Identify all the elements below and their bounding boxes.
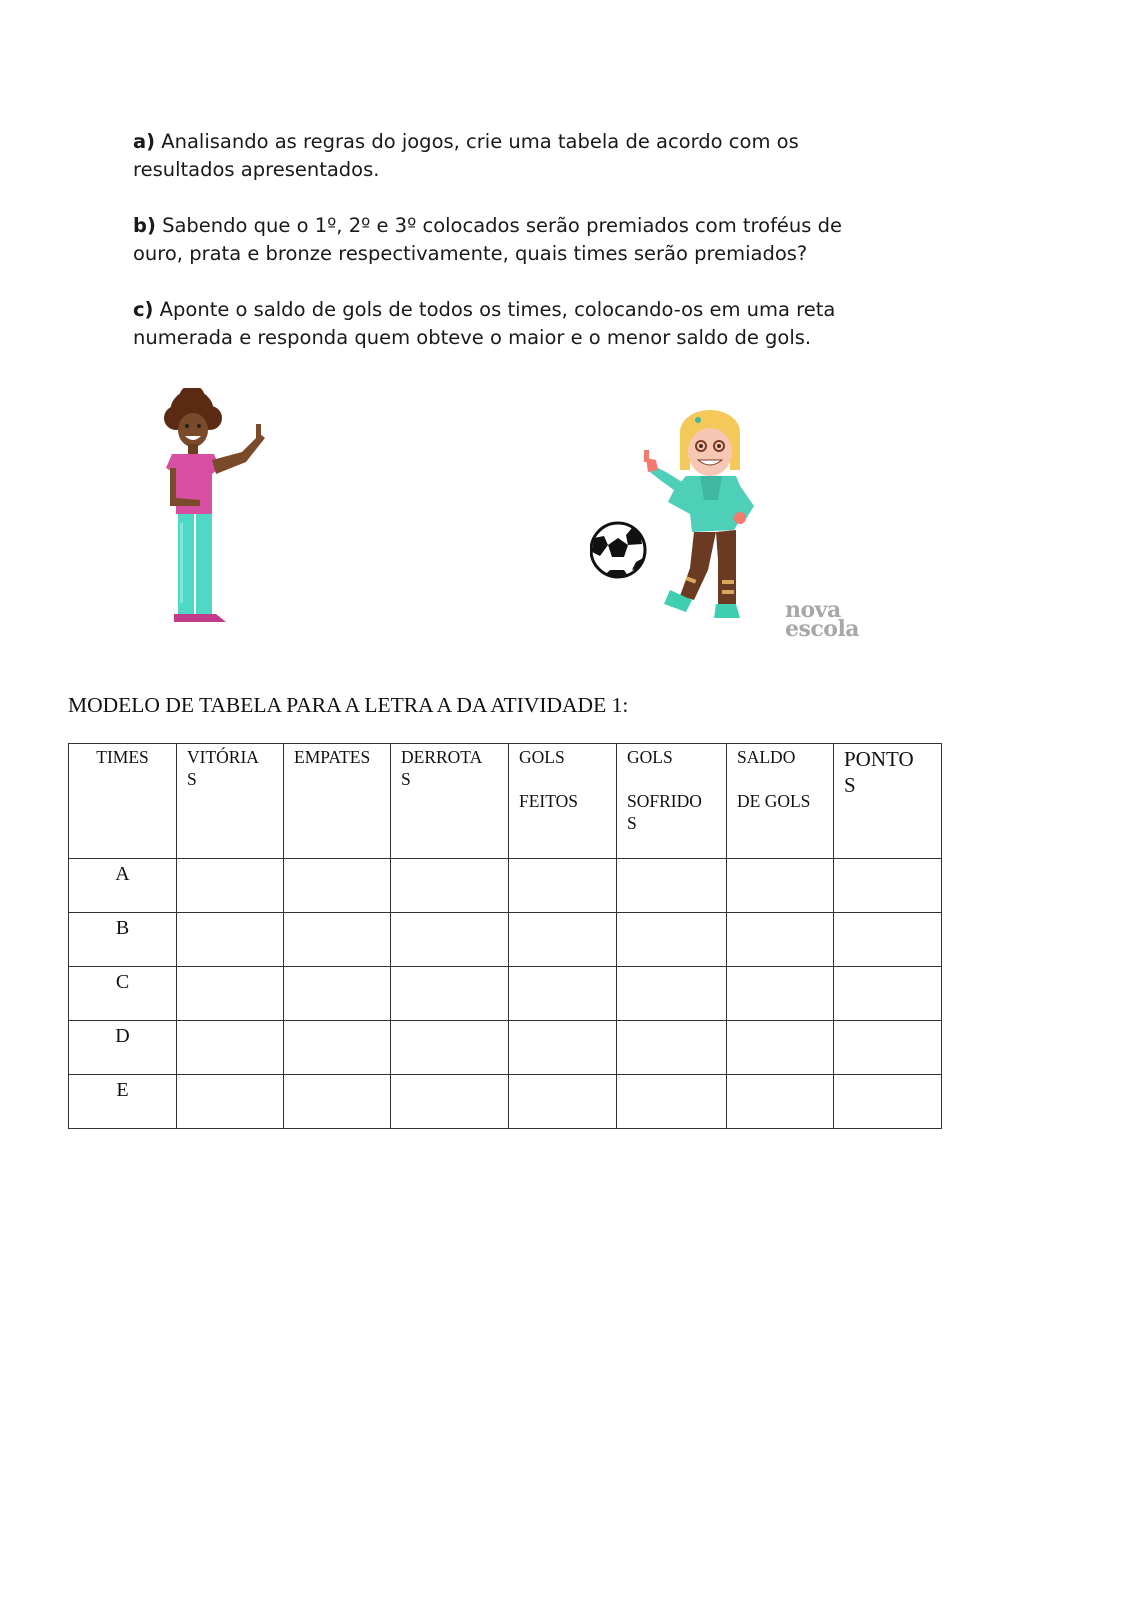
table-cell <box>177 859 284 913</box>
table-cell <box>834 859 942 913</box>
question-a-text: Analisando as regras do jogos, crie uma tabela de acordo com os resultados apresentados. <box>133 130 799 181</box>
table-cell <box>509 967 617 1021</box>
header-pontos-line2: S <box>844 773 856 797</box>
table-cell <box>834 1021 942 1075</box>
table-row <box>69 1075 942 1129</box>
header-gols-sofridos-line2: SOFRIDO <box>627 791 702 811</box>
header-gols-sofridos-line3: S <box>627 813 637 833</box>
nova-escola-logo <box>785 597 860 642</box>
table-cell <box>727 859 834 913</box>
table-cell <box>284 913 391 967</box>
table-cell <box>391 859 509 913</box>
question-c <box>133 296 853 352</box>
table-cell <box>391 1021 509 1075</box>
table-row <box>69 913 942 967</box>
header-derrotas-line1: DERROTA <box>401 747 483 767</box>
table-cell <box>391 913 509 967</box>
header-times-text: TIMES <box>96 747 149 767</box>
table-cell <box>284 967 391 1021</box>
table-cell <box>727 1021 834 1075</box>
table-cell <box>509 1075 617 1129</box>
logo-line-2: escola <box>785 616 860 642</box>
header-saldo-line2: DE GOLS <box>737 791 811 811</box>
header-pontos-line1: PONTO <box>844 747 914 771</box>
soccer-ball-icon <box>591 523 645 577</box>
team-cell: C <box>69 967 177 1021</box>
header-saldo <box>727 744 834 859</box>
table-row <box>69 859 942 913</box>
header-times <box>69 744 177 859</box>
table-cell <box>509 859 617 913</box>
questions-section <box>133 128 853 380</box>
header-vitorias-line2: S <box>187 769 197 789</box>
table-cell <box>617 1021 727 1075</box>
table-row <box>69 1021 942 1075</box>
boy-kicking-ball-illustration <box>590 410 780 635</box>
table-row <box>69 967 942 1021</box>
header-gols-feitos-line1: GOLS <box>519 747 565 767</box>
table-cell <box>617 1075 727 1129</box>
table-cell <box>617 859 727 913</box>
header-derrotas <box>391 744 509 859</box>
table-cell <box>391 967 509 1021</box>
table-cell <box>284 1075 391 1129</box>
logo-line-1: nova <box>785 597 841 623</box>
table-cell <box>727 1075 834 1129</box>
header-empates-text: EMPATES <box>294 747 371 767</box>
table-cell <box>834 913 942 967</box>
table-cell <box>727 913 834 967</box>
table-cell <box>391 1075 509 1129</box>
table-cell <box>284 1021 391 1075</box>
header-empates <box>284 744 391 859</box>
team-cell: E <box>69 1075 177 1129</box>
table-cell <box>509 913 617 967</box>
table-cell <box>834 1075 942 1129</box>
table-cell <box>177 1075 284 1129</box>
table-header-row <box>69 744 942 859</box>
header-gols-feitos <box>509 744 617 859</box>
table-cell <box>727 967 834 1021</box>
question-b <box>133 212 853 268</box>
header-pontos <box>834 744 942 859</box>
team-cell: B <box>69 913 177 967</box>
team-cell: D <box>69 1021 177 1075</box>
question-b-letter: b) <box>133 214 156 237</box>
table-cell <box>177 967 284 1021</box>
header-gols-feitos-line2: FEITOS <box>519 791 578 811</box>
girl-pointing-illustration <box>150 388 280 638</box>
question-a <box>133 128 853 184</box>
header-gols-sofridos-line1: GOLS <box>627 747 673 767</box>
header-gols-sofridos <box>617 744 727 859</box>
table-cell <box>177 1021 284 1075</box>
question-a-letter: a) <box>133 130 156 153</box>
table-cell <box>177 913 284 967</box>
standings-table <box>68 743 942 1129</box>
header-derrotas-line2: S <box>401 769 411 789</box>
team-cell: A <box>69 859 177 913</box>
model-table-title: MODELO DE TABELA PARA A LETRA A DA ATIVIDADE 1: <box>68 693 629 717</box>
table-cell <box>617 913 727 967</box>
header-saldo-line1: SALDO <box>737 747 796 767</box>
table-cell <box>509 1021 617 1075</box>
question-c-letter: c) <box>133 298 154 321</box>
table-cell <box>284 859 391 913</box>
table-cell <box>834 967 942 1021</box>
header-vitorias-line1: VITÓRIA <box>187 747 259 767</box>
table-cell <box>617 967 727 1021</box>
header-vitorias <box>177 744 284 859</box>
question-c-text: Aponte o saldo de gols de todos os times, colocando-os em uma reta numerada e responda quem obteve o maior e o menor saldo de gols. <box>133 298 836 349</box>
question-b-text: Sabendo que o 1º, 2º e 3º colocados serão premiados com troféus de ouro, prata e bronze respectivamente, quais times serão premiados? <box>133 214 843 265</box>
